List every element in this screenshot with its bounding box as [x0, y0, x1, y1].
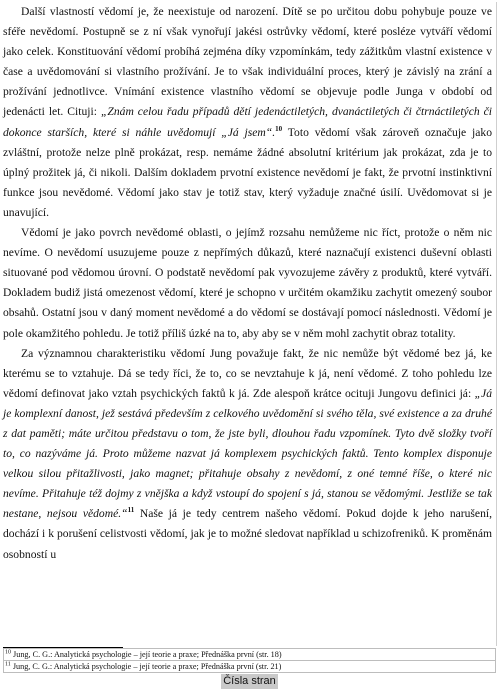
- footnote-text: Jung, C. G.: Analytická psychologie – její teorie a praxe; Přednáška první (str. 21): [12, 662, 282, 671]
- paragraph-1-text: Další vlastností vědomí je, že neexistuje od narození. Dítě se po určitou dobu pohybuje pouze ve sféře nevědomí. Postupně se z ní však vynořují jakési ostrůvky vědomí, které posléze vytváří vědomí jako celek. Konstituování vědomí probíhá zejména díky vzpomínkám, tedy zážitkům vlastní existence v čase a uvědomování si vlastního prožívání. Je to však individuální proces, který je závislý na zrání a prožívání jednotlivce. Vnímání existence vlastního vědomí se objevuje podle Junga v období od jedenácti let. Cituji:: [3, 5, 492, 119]
- jung-quote-1: „Znám celou řadu případů dětí jedenáctiletých, dvanáctiletých či čtrnáctiletých či dokonce starších, které si náhle uvědomují „Já jsem“.: [3, 105, 492, 139]
- footnote-number: 11: [5, 661, 11, 668]
- footnote-ref-10[interactable]: 10: [275, 124, 283, 133]
- footnote-text: Jung, C. G.: Analytická psychologie – její teorie a praxe; Přednáška první (str. 18): [13, 650, 282, 659]
- footnote-ref-11[interactable]: 11: [127, 506, 135, 515]
- footnotes: [3, 648, 496, 673]
- footnote-11[interactable]: [3, 661, 496, 673]
- page-number-field[interactable]: Čísla stran: [221, 674, 278, 689]
- paragraph-3-text: Za významnou charakteristiku vědomí Jung považuje fakt, že nic nemůže být vědomé bez já, ke kterému se to vztahuje. Dá se tedy říci, že to, co se nevztahuje k já, není vědomé. Z toho pohledu lze vědomí definovat jako vztah psychických faktů k já. Zde alespoň krátce ocituji Jungovu definici já:: [3, 346, 492, 400]
- footnote-10[interactable]: [3, 648, 496, 661]
- paragraph-3: [3, 344, 492, 565]
- footnote-number: 10: [5, 649, 11, 656]
- paragraph-1-continuation: Toto vědomí však zároveň označuje jako zvláštní, protože nelze plně prokázat, resp. nemáme žádné absolutní kritérium jak prokázat, zda je to úplný prožitek já, či nikoli. Dalším dokladem prvotní existence nevědomí je fakt, že prvotní instinktivní funkce jsou nevědomé. Vědomí jako stav je totiž stav, který vyžaduje značné úsilí. Uvědomovat si je unavující.: [3, 125, 492, 219]
- paragraph-2: Vědomí je jako povrch nevědomé oblasti, o jejímž rozsahu nemůžeme nic říct, protože o něm nic nevíme. O nevědomí usuzujeme pouze z nepřímých důkazů, které naznačují existenci duševní oblasti situované pod vědomou úrovní. O podstatě nevědomí pak vyvozujeme závěry z produktů, které vytváří. Dokladem budiž jistá omezenost vědomí, které je schopno v určitém okamžiku zachytit omezený soubor obsahů. Ostatní jsou v daný moment nevědomé a do vědomí se dostávají pomocí následnosti. Vědomí je pole okamžitého pohledu. Je totiž příliš úzké na to, aby aby se v něm mohl zachytit obraz totality.: [3, 226, 492, 340]
- document-body[interactable]: [3, 2, 497, 646]
- paragraph-3-continuation: Naše já je tedy centrem našeho vědomí. Pokud dojde k jeho narušení, dochází i k porušení celistvosti vědomí, jak je to možné sledovat například u schizofreniků. K proměnám osobností u: [3, 507, 492, 561]
- paragraph-1: [3, 2, 492, 223]
- jung-quote-2: „Já je komplexní danost, jež sestává především z celkového uvědomění si svého těla, své existence a za druhé z dat paměti; máte určitou představu o tom, že jste byli, dlouhou řadu vzpomínek. Tyto dvě složky tvoří to, co nazýváme já. Proto můžeme nazvat já komplexem psychických faktů. Tento komplex disponuje velkou silou přitažlivosti, jako magnet; přitahuje obsahy z nevědomí, z oné temné říše, o které nic nevíme. Přitahuje též dojmy z vnějška a když vstoupí do spojení s já, stanou se vědomými. Jestliže se tak nestane, nejsou vědomé.“: [3, 386, 492, 521]
